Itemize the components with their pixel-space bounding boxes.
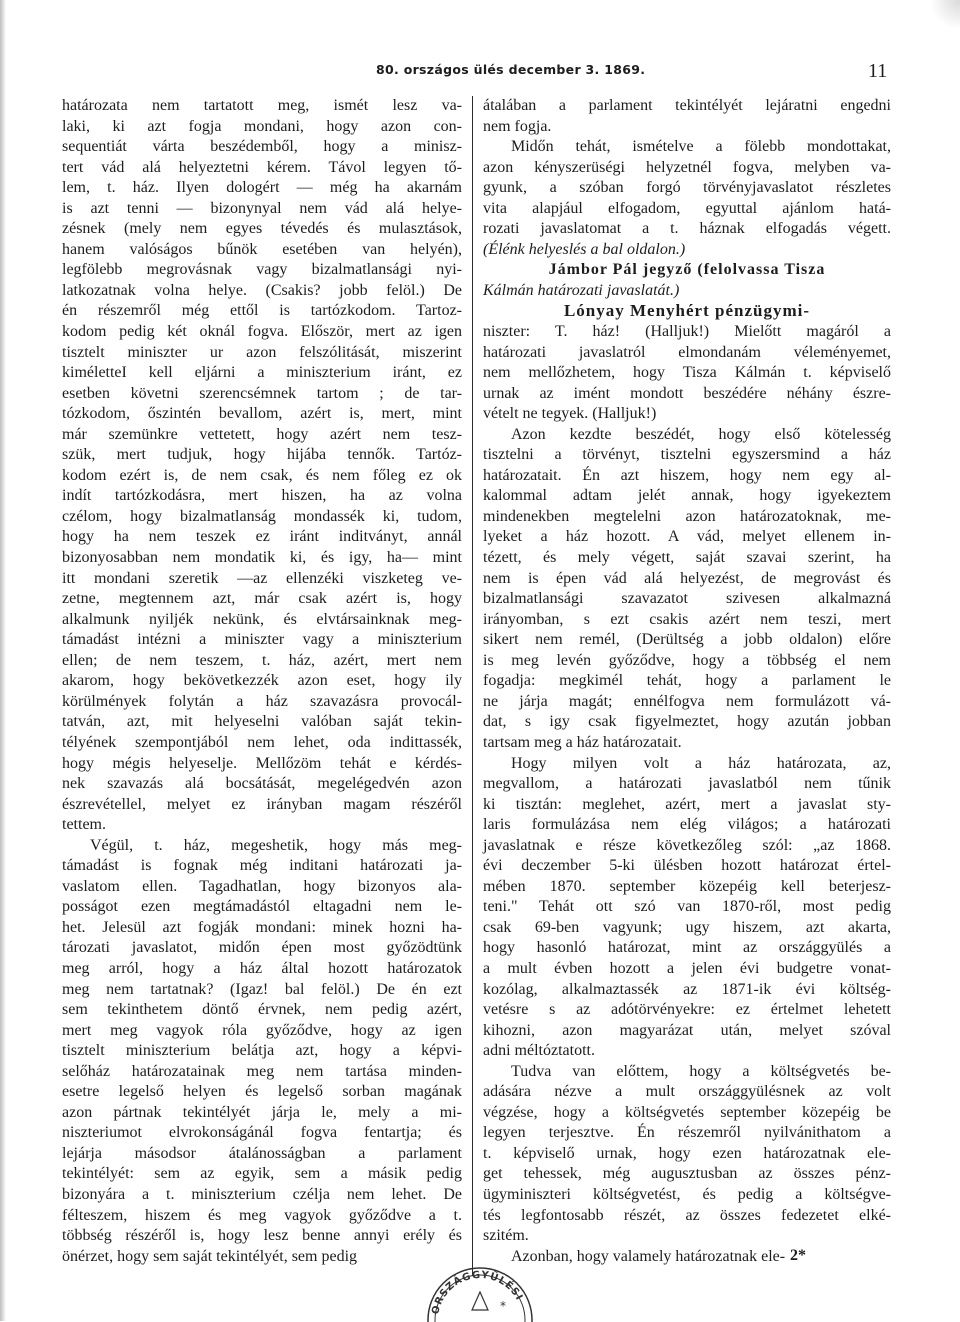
text-line: a mult évben hozott a jelen évi budgetre vonat- [483, 959, 891, 977]
text-line: észrevétellel, melyet ez irányban magam részéről [62, 795, 462, 813]
text-line: tekintélyét: sem az egyik, sem a másik pedig [62, 1165, 462, 1183]
text-line: indít tartózkodásra, mert hiszen, ha az volna [62, 487, 462, 505]
text-line: lejárja másodsor átalánosságban a parlament [62, 1144, 462, 1162]
text-line: mében 1870. september közepéig kell beterjesz- [483, 877, 891, 895]
scan-corner-mark [930, 0, 960, 30]
text-line: határozati javaslatról elmondanám véleményemet, [483, 343, 891, 361]
text-line: zésnek (mely nem egyes tévedés és mulasztások, [62, 220, 462, 238]
text-line: tározati javaslatot, midőn épen most győzödtünk [62, 939, 462, 957]
text-line: én részemről még ettől is tartózkodom. Tartoz- [62, 302, 462, 320]
text-line: kodom ezért is, de nem csak, és nem főleg ez ok [62, 466, 462, 484]
text-line: is meg levén győződve, hogy a többség el nem [483, 651, 891, 669]
text-line: sem tekinthetem döntő érvnek, nem pedig azért, [62, 1001, 462, 1019]
text-line: kiméletteI kell eljárni a miniszterium iránt, ez [62, 364, 462, 382]
text-line: is azt tenni — bizonynyal nem vád alá helye- [62, 199, 462, 217]
text-line: önérzet, hogy sem saját tekintélyét, sem pedig [62, 1247, 358, 1265]
text-line: tartsam meg a ház határozatait. [483, 733, 682, 751]
text-line: tert vád alá helyeztetni kérem. Távol legyen tő- [62, 158, 462, 176]
text-line: teni." Tehát ott szó van 1870-ről, most pedig [483, 898, 891, 916]
text-line: selőház határozatainak meg nem tartása minden- [62, 1062, 462, 1080]
column-divider [472, 96, 473, 1276]
stamp-text: ORSZÁGGYŰLÉSI [430, 1269, 525, 1316]
page-header [0, 62, 960, 86]
text-line: végzése, hogy a költségvetés september közepéig be [483, 1103, 891, 1121]
text-line: azon pártnak tekintélyét járja le, mely a mi- [62, 1103, 462, 1121]
text-line: Jámbor Pál jegyző (felolvassa Tisza [548, 261, 826, 279]
text-line: niszteriumot elvrokonságánál fogva fentartja; és [62, 1124, 462, 1142]
text-line: nem fogja. [483, 117, 552, 135]
text-line: irányomban, s ezt csakis azért nem teszi, mert [483, 610, 891, 628]
text-line: fogadja: megkimél tehát, hogy a parlament le [483, 672, 891, 690]
text-line: esetben követni szerencsémnek tartom ; de tar- [62, 384, 462, 402]
page-number: 11 [868, 60, 888, 82]
text-line: legfölebb megrovásnak vagy bizalmatlansági nyi- [62, 261, 462, 279]
text-line: akarom, hogy bekövetkezzék azon eset, hogy ily [62, 672, 462, 690]
text-line: vaslatom ellen. Tagadhatlan, hogy bizonyos ala- [62, 877, 462, 895]
text-line: ügyminiszteri költségvetést, és pedig a költségve- [483, 1185, 891, 1203]
text-line: gyunk, a szóban forgó törvényjavaslatot részletes [483, 179, 891, 197]
text-line: tés legfontosabb részét, az összes fedezetet elké- [483, 1206, 891, 1224]
text-line: tisztelt miniszterium belátja azt, hogy a képvi- [62, 1042, 462, 1060]
text-line: már szemünkre vettetett, hogy azért nem tesz- [62, 425, 462, 443]
text-line: legyen terjesztve. Én részemről nyilvánithatom a [483, 1124, 891, 1142]
text-line: többség részéről is, hogy lesz benne annyi erély és [62, 1227, 462, 1245]
text-line: t. képviselő urnak, hogy ezen határozatnak ele- [483, 1144, 891, 1162]
text-line: nem is épen vád alá helyezést, de megrovást és [483, 569, 891, 587]
text-line: Tudva van előttem, hogy a költségvetés be- [511, 1062, 891, 1080]
right-column [483, 96, 891, 1267]
text-line: alkalmunk nyiljék nekünk, és elvtársainknak meg- [62, 610, 462, 628]
text-line: vételt ne tegyek. (Halljuk!) [483, 405, 657, 423]
text-line: laris formulázása nem elég világos; a határozati [483, 816, 891, 834]
text-line: tózkodom, őszintén bevallom, azért is, mert, mint [62, 405, 462, 423]
text-line: (Élénk helyeslés a bal oldalon.) [483, 240, 686, 258]
text-line: szük, mert tudjuk, hogy hijába tennők. Tartóz- [62, 446, 462, 464]
library-stamp [420, 1258, 540, 1322]
text-line: bizonyosabban nem mondatik ki, és igy, ha— mint [62, 549, 462, 567]
text-line: mert meg vagyok róla győződve, hogy az igen [62, 1021, 462, 1039]
signature-mark: 2* [790, 1247, 806, 1264]
text-line: lyeket a ház hozott. A vád, melyet ellenem in- [483, 528, 891, 546]
text-line: kalommal adtam jelét annak, hogy igyekeztem [483, 487, 891, 505]
text-line: ki tisztán: meglehet, azért, mert a javaslat sty- [483, 795, 891, 813]
text-line: támadást is fognak még inditani határozati ja- [62, 857, 462, 875]
left-column [62, 96, 462, 1267]
text-line: get tehessek, még augusztusban az összes pénz- [483, 1165, 891, 1183]
text-line: urnak az imént mondott beszédére néhány észre- [483, 384, 891, 402]
text-line: adni méltóztatott. [483, 1042, 595, 1060]
text-line: évi deczember 5-ki ülésben hozott határozat értel- [483, 857, 891, 875]
text-line: zetne, megtennem azt, már csak azért is, hogy [62, 590, 462, 608]
text-line: Lónyay Menyhért pénzügymi- [563, 301, 811, 321]
text-line: félteszem, hiszem és meg vagyok győződve a t. [62, 1206, 462, 1224]
text-line: támadást intézni a miniszter vagy a miniszterium [62, 631, 462, 649]
text-line: hogy mégis helyeselje. Mellőzöm tehát e kérdés- [62, 754, 462, 772]
text-line: nek szavazás alá bocsátását, megelégedvén azon [62, 775, 462, 793]
text-line: rozati javaslatomat a t. háznak elfogadás végett. [483, 220, 891, 238]
text-line: csak 69-ben vagyunk; ugy hiszem, azt akarta, [483, 918, 891, 936]
text-line: azon kényszerüségi helyzetnél fogva, melyben va- [483, 158, 891, 176]
text-line: lem, t. ház. Ilyen dologért — még ha akarnám [62, 179, 462, 197]
text-line: adására nézve a mult országgyülésnek az volt [483, 1083, 891, 1101]
text-line: meg arról, hogy a ház által hozott határozatok [62, 959, 462, 977]
text-line: latkozatnak volna helye. (Csakis? jobb felöl.) De [62, 281, 462, 299]
text-line: hogy hasonló határozat, mint az országgyülés a [483, 939, 891, 957]
text-line: sikert nem remél, (Derültség a jobb oldalon) előre [483, 631, 891, 649]
text-line: szitém. [483, 1227, 529, 1245]
text-line: itt mondani szeretik —az ellenzéki viszketeg ve- [62, 569, 462, 587]
text-line: mindenekben megtelelni azon határozatoknak, me- [483, 507, 891, 525]
scan-edge-shadow [0, 0, 6, 1321]
text-line: körülmények folytán a ház szavazásra provocál- [62, 692, 462, 710]
text-line: vetésre s az adótörvényekre: ez értelmet lehetett [483, 1001, 891, 1019]
text-line: hanem valóságos bűnök esetében van helyén), [62, 240, 462, 258]
text-line: határozatait. Én azt hiszem, hogy nem egy al- [483, 466, 891, 484]
text-line: kodom pedig két oknál fogva. Először, mert az igen [62, 323, 462, 341]
text-line: javaslatnak e része következőleg szól: „az 1868. [483, 836, 891, 854]
text-line: Kálmán határozati javaslatát.) [483, 281, 680, 299]
text-line: ellen; de nem teszem, t. ház, azért, mert nem [62, 651, 462, 669]
text-line: czélom, hogy bizalmatlanság mondassék ki, tudom, [62, 507, 462, 525]
text-line: Midőn tehát, ismételve a fölebb mondottakat, [511, 138, 891, 156]
text-line: niszter: T. ház! (Halljuk!) Mielőtt magáról a [483, 323, 891, 341]
text-line: megvallom, a határozati javaslatból nem tűnik [483, 775, 891, 793]
svg-text:ORSZÁGGYŰLÉSI [430, 1268, 524, 1315]
text-line: hogy ha nem teszek ez iránt inditványt, annál [62, 528, 462, 546]
text-line: Azon kezdte beszédét, hogy első kötelesség [511, 425, 891, 443]
text-line: tisztelni a törvényt, tisztelni egyszersmind a ház [483, 446, 891, 464]
text-line: tézett, és mely végett, saját szavai szerint, ha [483, 549, 891, 567]
text-line: Hogy milyen volt a ház határozata, az, [511, 754, 891, 772]
text-line: ne járja magát; ennélfogva nem formulázott vá- [483, 692, 891, 710]
text-line: télyének szempontjából nem lehet, oda indittassék, [62, 733, 462, 751]
text-line: kihozni, azon magyarázat után, melyet szóval [483, 1021, 891, 1039]
text-line: tisztelt miniszter ur azon felszólitását, miszerint [62, 343, 462, 361]
text-line: tettem. [62, 816, 106, 834]
text-line: Azonban, hogy valamely határozatnak ele- [511, 1247, 786, 1265]
text-line: bizonyára a t. miniszterium czélja nem lehet. De [62, 1185, 462, 1203]
text-line: Végül, t. ház, megeshetik, hogy más meg- [90, 836, 462, 854]
text-line: átalában a parlament tekintélyét lejáratni engedni [483, 97, 891, 114]
text-line: tatván, azt, mit helyeselni valóban saját tekin- [62, 713, 462, 731]
text-line: laki, ki azt fogja mondani, hogy azon con- [62, 117, 462, 135]
text-line: vita alapjául elfogadom, egyuttal ajánlom hatá- [483, 199, 891, 217]
text-line: bizalmatlansági szavazatot szivesen alkalmazná [483, 590, 891, 608]
text-line: nem mellőzhetem, hogy Tisza Kálmán t. képviselő [483, 364, 891, 382]
text-line: meg nem tartatnak? (Igaz! bal felöl.) De én ezt [62, 980, 462, 998]
svg-text:*: * [500, 1299, 506, 1313]
text-line: het. Jelesül azt fogják mondani: minek hozni ha- [62, 918, 462, 936]
text-line: határozata nem tartatott meg, ismét lesz va- [62, 97, 462, 114]
text-line: dat, s igy csak figyelmeztet, hogy azután jobban [483, 713, 891, 731]
text-line: kozólag, alkalmaztassék az 1871-ik évi költség- [483, 980, 891, 998]
text-line: esetre legelső helyen és legelső sorban magának [62, 1083, 462, 1101]
session-title: 80. országos ülés december 3. 1869. [376, 62, 646, 77]
text-line: posságot ezen megtámadástól eltagadni nem le- [62, 898, 462, 916]
text-line: sequentiát várta beszédemből, hogy a minisz- [62, 138, 462, 156]
